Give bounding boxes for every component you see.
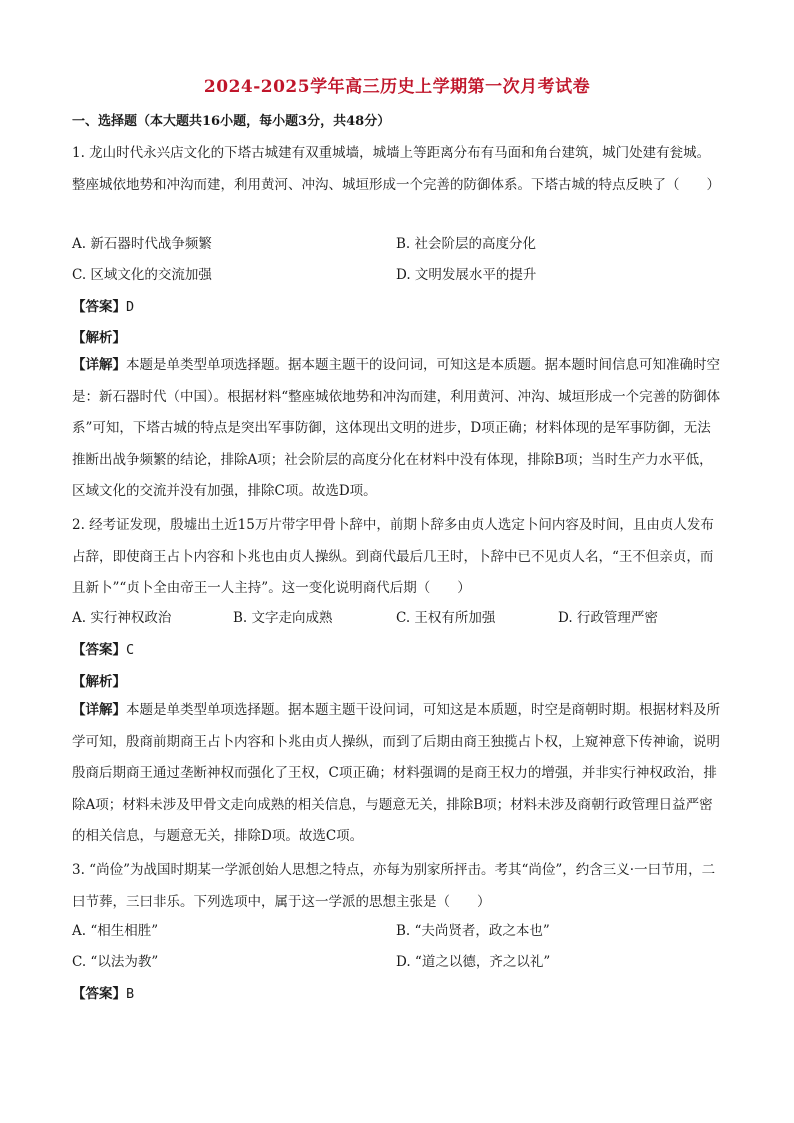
option-b: B. 文字走向成熟 — [233, 610, 333, 626]
answer-label: 【答案】 — [72, 299, 126, 315]
section-heading: 一、选择题（本大题共16小题，每小题3分，共48分） — [72, 114, 391, 129]
answer-value: C — [126, 642, 135, 658]
question-1-options-row-1 — [72, 232, 722, 256]
option-b: B. 社会阶层的高度分化 — [396, 236, 537, 252]
answer-label: 【答案】 — [72, 986, 126, 1002]
option-a: A. 实行神权政治 — [72, 610, 172, 626]
detail-label: 【详解】 — [72, 702, 126, 718]
page-title: 2024-2025学年高三历史上学期第一次月考试卷 — [203, 77, 591, 97]
question-1-options-row-2 — [72, 263, 722, 287]
question-2-answer — [72, 638, 134, 658]
question-3-answer — [72, 982, 134, 1002]
question-1-answer — [72, 295, 134, 315]
answer-value: D — [126, 299, 135, 315]
option-d: D. “道之以德，齐之以礼” — [396, 954, 551, 970]
question-1-stem: 1. 龙山时代永兴店文化的下塔古城建有双重城墙，城墙上等距离分布有马面和角台建筑，城门处建有瓮城。整座城依地势和冲沟而建，利用黄河、冲沟、城垣形成一个完善的防御体系。下塔古城的特点反映了（ ） — [72, 145, 720, 193]
question-3-options-row-2 — [72, 950, 722, 974]
option-a: A. 新石器时代战争频繁 — [72, 236, 212, 252]
option-a: A. “相生相胜” — [72, 923, 159, 939]
option-c: C. 王权有所加强 — [396, 610, 496, 626]
question-2-options-row — [72, 606, 722, 630]
answer-value: B — [126, 986, 135, 1002]
option-c: C. “以法为教” — [72, 954, 159, 970]
question-3-options-row-1 — [72, 919, 722, 943]
detail-text: 本题是单类型单项选择题。据本题主题干的设问词，可知这是本质题。据本题时间信息可知准确时空是：新石器时代（中国）。根据材料“整座城依地势和冲沟而建，利用黄河、冲沟、城垣形成一个完善的防御体系”可知，下塔古城的特点是突出军事防御，这体现出文明的进步，D项正确；材料体现的是军事防御，无法推断出战争频繁的结论，排除A项；社会阶层的高度分化在材料中没有体现，排除B项；当时生产力水平低，区域文化的交流并没有加强，排除C项。故选D项。 — [72, 357, 721, 499]
question-1-analysis-label: 【解析】 — [72, 330, 126, 346]
question-2-stem: 2. 经考证发现，殷墟出土近15万片带字甲骨卜辞中，前期卜辞多由贞人选定卜问内容及时间，且由贞人发布占辞，即使商王占卜内容和卜兆也由贞人操纵。到商代最后几王时，卜辞中已不见贞人名，“王不但亲贞，而且新卜”“贞卜全由帝王一人主持”。这一变化说明商代后期（ ） — [72, 517, 714, 596]
detail-text: 本题是单类型单项选择题。据本题主题干设问词，可知这是本质题，时空是商朝时期。根据材料及所学可知，殷商前期商王占卜内容和卜兆由贞人操纵，而到了后期由商王独揽占卜权，上窥神意下传神谕，说明殷商后期商王通过垄断神权而强化了王权，C项正确；材料强调的是商王权力的增强，并非实行神权政治，排除A项；材料未涉及甲骨文走向成熟的相关信息，与题意无关，排除B项；材料未涉及商朝行政管理日益严密的相关信息，与题意无关，排除D项。故选C项。 — [72, 702, 720, 844]
answer-label: 【答案】 — [72, 642, 126, 658]
question-3-stem: 3. “尚俭”为战国时期某一学派创始人思想之特点，亦每为别家所抨击。考其“尚俭”，约含三义·一曰节用，二曰节葬，三曰非乐。下列选项中，属于这一学派的思想主张是（ ） — [72, 862, 716, 910]
question-1-detail — [72, 350, 722, 508]
option-b: B. “夫尚贤者，政之本也” — [396, 923, 550, 939]
option-d: D. 文明发展水平的提升 — [396, 267, 537, 283]
detail-label: 【详解】 — [72, 357, 126, 373]
question-2-detail — [72, 695, 722, 853]
question-2-analysis-label: 【解析】 — [72, 674, 126, 690]
option-d: D. 行政管理严密 — [558, 610, 658, 626]
option-c: C. 区域文化的交流加强 — [72, 267, 212, 283]
